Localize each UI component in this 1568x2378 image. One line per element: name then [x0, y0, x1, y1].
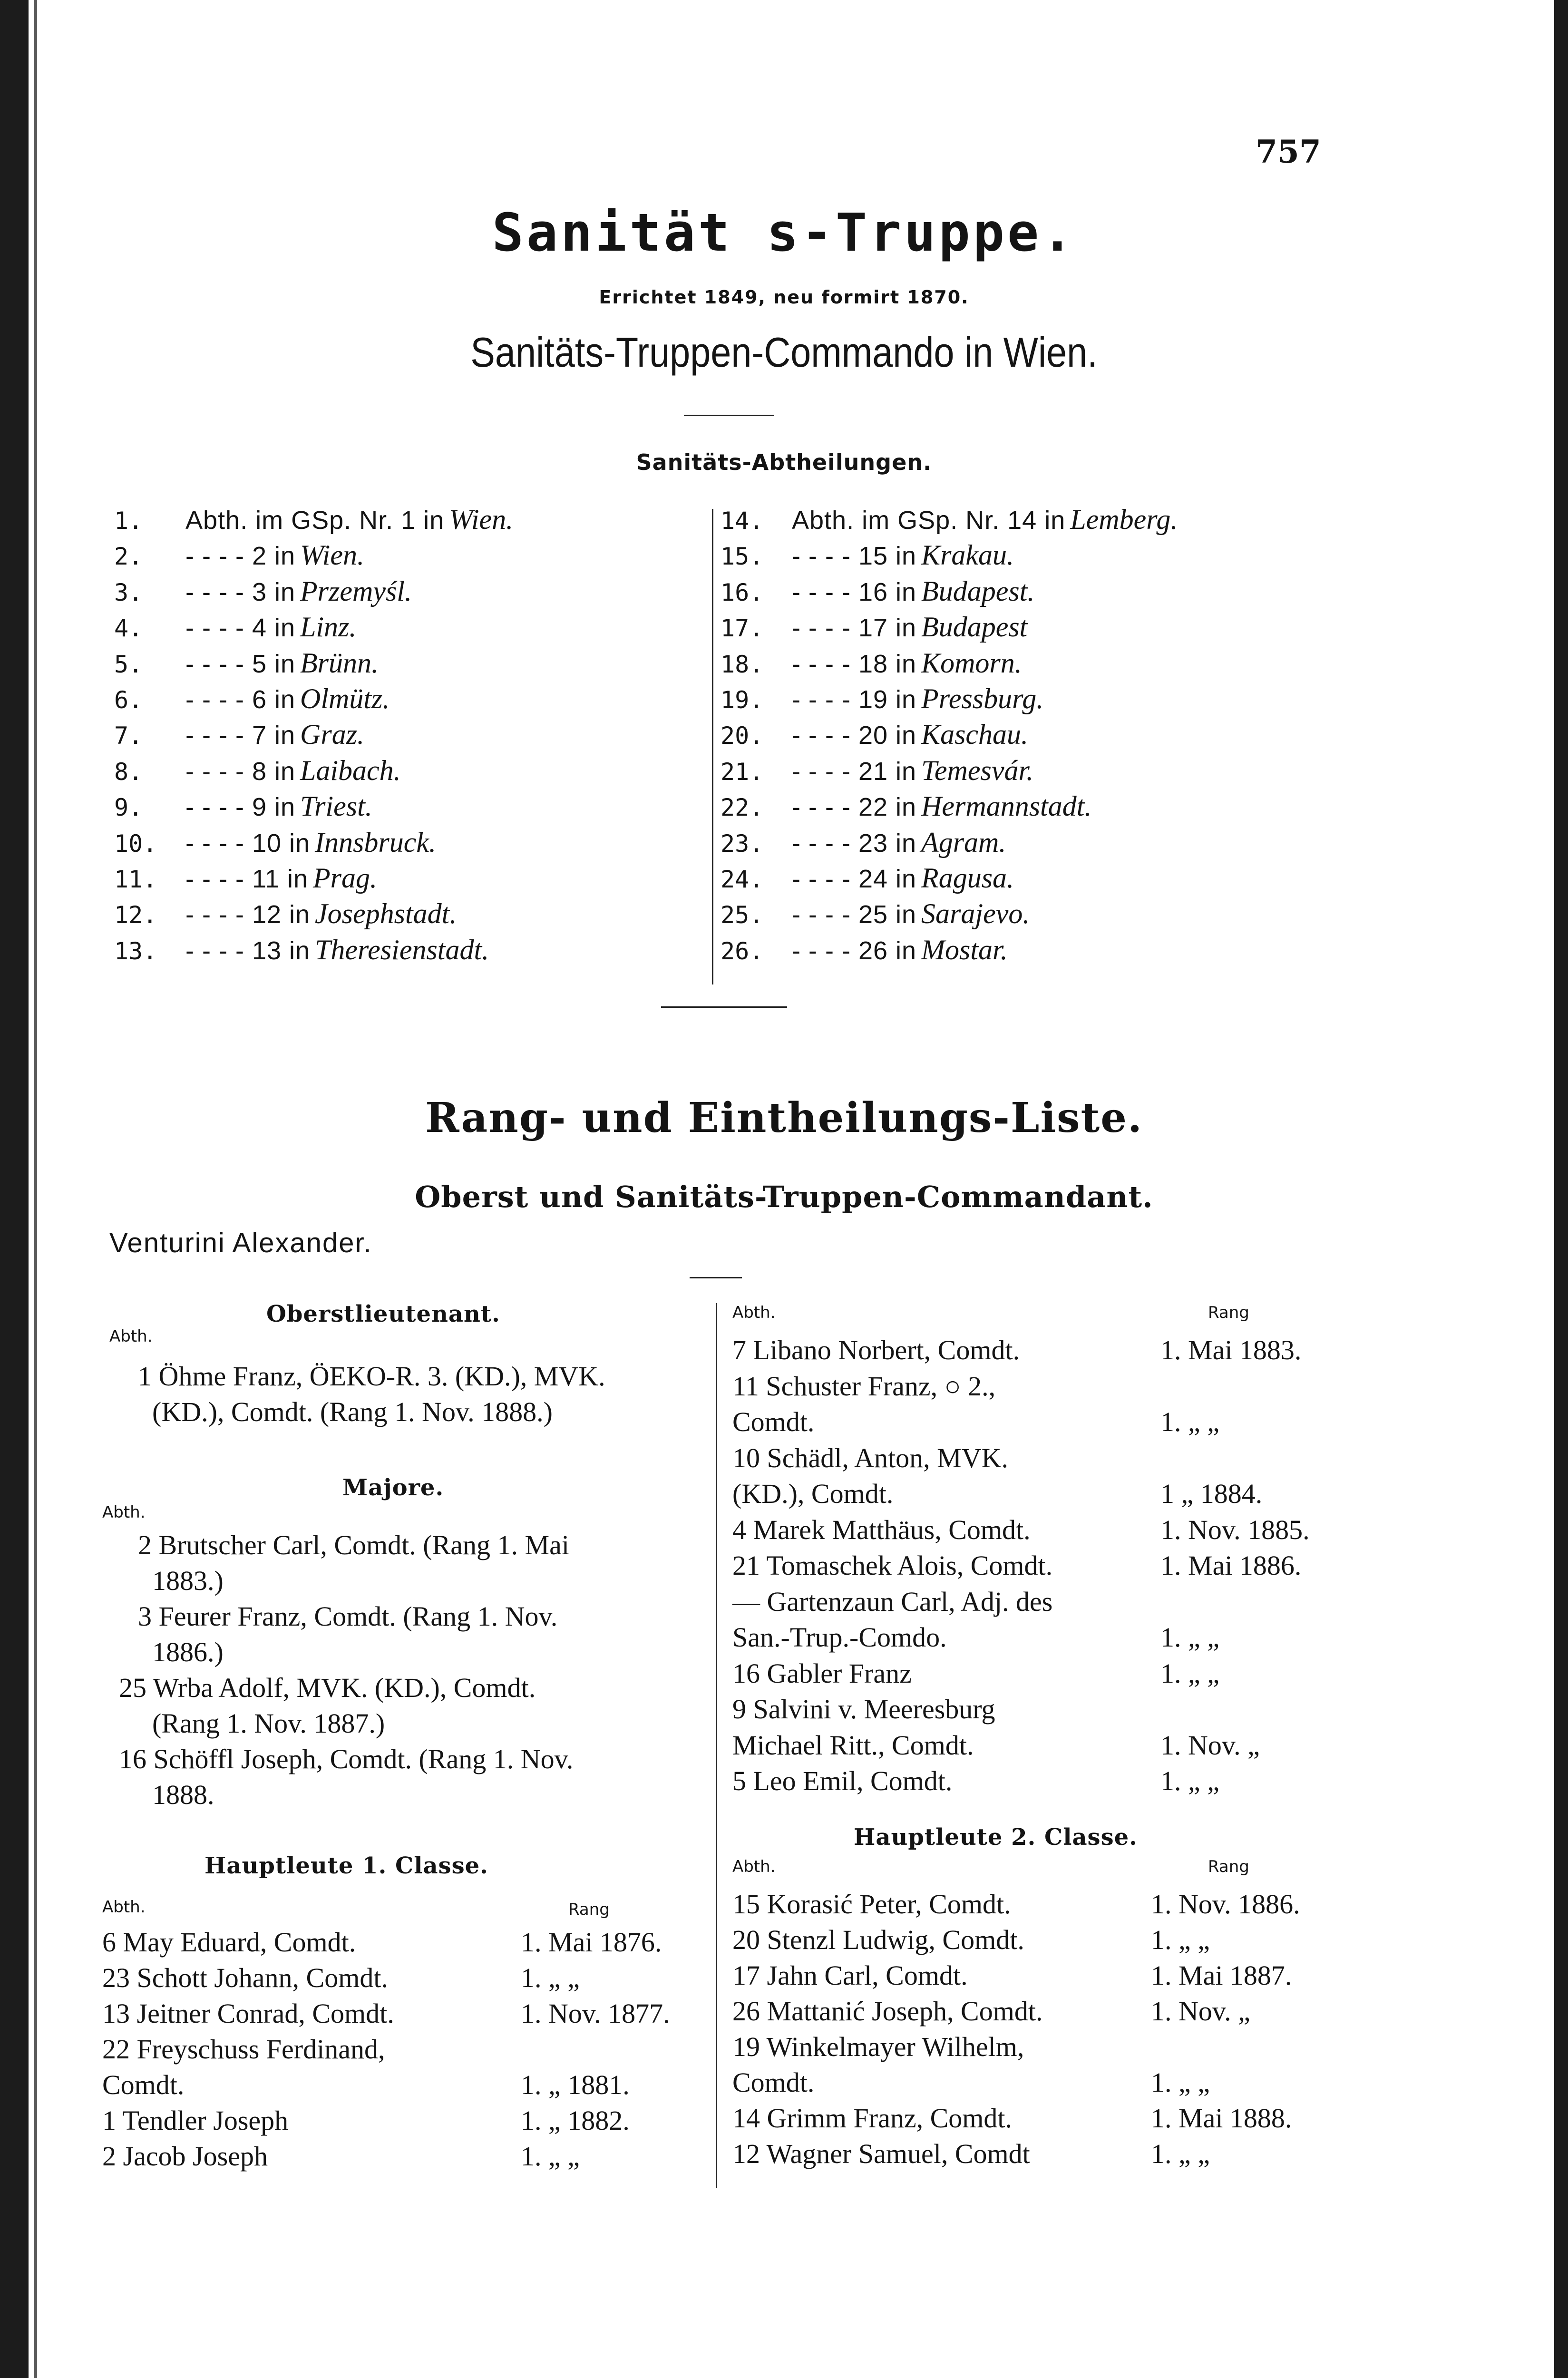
abtheilung-row	[721, 502, 1178, 537]
officer-name: 2 Jacob Joseph	[102, 2141, 268, 2172]
page-title: Sanität s-Truppe.	[492, 202, 1076, 263]
abtheilung-city: Graz.	[300, 719, 365, 750]
abtheilung-city: Hermannstadt.	[921, 790, 1092, 822]
abtheilung-row	[721, 681, 1178, 717]
officer-name: 19 Winkelmayer Wilhelm,	[732, 2031, 1024, 2062]
officer-name: 7 Libano Norbert, Comdt.	[732, 1335, 1020, 1365]
abtheilung-city: Pressburg.	[921, 682, 1044, 714]
rank-date: 1. „ „	[1151, 2067, 1210, 2098]
abtheilung-city: Theresienstadt.	[315, 934, 489, 965]
abtheilung-number: 12.	[114, 901, 157, 929]
rank-date: 1. Mai 1887.	[1151, 1960, 1292, 1991]
officer-name: 26 Mattanić Joseph, Comdt.	[732, 1996, 1043, 2027]
abtheilung-number: 1.	[114, 507, 143, 535]
officer-name: 5 Leo Emil, Comdt.	[732, 1765, 953, 1796]
abtheilung-number: 7.	[114, 722, 143, 750]
majore-heading: Majore.	[342, 1474, 444, 1501]
abtheilung-number: 24.	[721, 865, 764, 893]
abtheilung-city: Komorn.	[921, 647, 1022, 679]
officer-name: 4 Marek Matthäus, Comdt.	[732, 1514, 1031, 1545]
abtheilung-number: 22.	[721, 794, 764, 822]
major-line: 1883.)	[152, 1565, 224, 1596]
major-line: 3 Feurer Franz, Comdt. (Rang 1. Nov.	[138, 1601, 558, 1632]
rank-date: 1. „ „	[1160, 1657, 1219, 1689]
officer-name: 11 Schuster Franz, ○ 2.,	[732, 1370, 996, 1402]
officer-name: Comdt.	[102, 2069, 185, 2100]
abtheilung-description: - - - - 12 in	[185, 900, 311, 929]
abtheilung-city: Temesvár.	[921, 754, 1034, 786]
officer-name: Michael Ritt., Comdt.	[732, 1729, 974, 1761]
abtheilung-row	[114, 609, 513, 645]
officer-name: 16 Gabler Franz	[732, 1657, 912, 1689]
rank-date: 1. Nov. 1877.	[521, 1998, 670, 2029]
officer-name: 15 Korasić Peter, Comdt.	[732, 1889, 1011, 1920]
abtheilung-description: - - - - 26 in	[792, 936, 917, 965]
abtheilung-description: - - - - 3 in	[185, 577, 296, 606]
abtheilung-city: Ragusa.	[921, 862, 1014, 894]
abtheilung-city: Lemberg.	[1070, 504, 1178, 535]
officer-name: — Gartenzaun Carl, Adj. des	[732, 1586, 1053, 1617]
hauptleute-1-heading: Hauptleute 1. Classe.	[205, 1852, 488, 1879]
abtheilung-city: Olmütz.	[300, 682, 390, 714]
rank-date: 1. Nov. 1886.	[1151, 1889, 1300, 1920]
abtheilung-row	[114, 717, 513, 752]
abtheilung-number: 18.	[721, 650, 764, 678]
abtheilung-city: Budapest.	[921, 575, 1035, 607]
rank-date: 1. „ „	[1151, 1924, 1210, 1955]
abtheilung-number: 20.	[721, 722, 764, 750]
abtheilung-row	[114, 645, 513, 681]
major-line: 16 Schöffl Joseph, Comdt. (Rang 1. Nov.	[119, 1744, 574, 1774]
abtheilung-number: 2.	[114, 543, 143, 571]
abtheilung-description: Abth. im GSp. Nr. 1 in	[185, 506, 445, 535]
abtheilung-number: 4.	[114, 614, 143, 643]
abtheilung-description: - - - - 2 in	[185, 542, 296, 571]
page-subtitle: Errichtet 1849, neu formirt 1870.	[599, 287, 969, 308]
abth-label: Abth.	[109, 1327, 153, 1346]
abtheilung-row	[114, 681, 513, 717]
abtheilung-city: Josephstadt.	[315, 898, 457, 930]
rang-label: Rang	[568, 1900, 610, 1919]
abtheilung-description: Abth. im GSp. Nr. 14 in	[792, 506, 1066, 535]
officer-name: 13 Jeitner Conrad, Comdt.	[102, 1998, 394, 2029]
officer-name: 23 Schott Johann, Comdt.	[102, 1962, 388, 1993]
oberst-name: Venturini Alexander.	[109, 1228, 372, 1258]
abtheilung-city: Linz.	[300, 611, 357, 643]
officer-name: 6 May Eduard, Comdt.	[102, 1927, 356, 1958]
abtheilung-city: Budapest	[921, 611, 1028, 643]
abtheilung-description: - - - - 8 in	[185, 757, 296, 786]
abtheilung-number: 26.	[721, 937, 764, 965]
abtheilung-number: 11.	[114, 865, 157, 893]
rank-date: 1 „ 1884.	[1160, 1478, 1263, 1509]
abtheilung-row	[114, 932, 513, 968]
abtheilungen-left-column	[114, 502, 513, 968]
abtheilung-row	[114, 502, 513, 537]
rank-date: 1. Mai 1876.	[521, 1927, 662, 1958]
abtheilung-city: Prag.	[313, 862, 378, 894]
abtheilung-number: 16.	[721, 578, 764, 606]
abtheilung-description: - - - - 24 in	[792, 864, 917, 893]
abtheilung-description: - - - - 6 in	[185, 685, 296, 714]
abtheilungen-right-column	[721, 502, 1178, 968]
abtheilung-description: - - - - 5 in	[185, 649, 296, 678]
abth-label: Abth.	[732, 1857, 776, 1876]
abtheilung-description: - - - - 13 in	[185, 936, 311, 965]
divider-rule	[690, 1277, 742, 1278]
divider-rule	[661, 1006, 787, 1008]
abtheilung-description: - - - - 23 in	[792, 828, 917, 858]
abtheilung-number: 10.	[114, 829, 157, 858]
officer-name: 20 Stenzl Ludwig, Comdt.	[732, 1924, 1024, 1955]
abtheilung-number: 5.	[114, 650, 143, 678]
officer-name: 9 Salvini v. Meeresburg	[732, 1694, 995, 1725]
abtheilung-number: 17.	[721, 614, 764, 643]
abtheilung-description: - - - - 25 in	[792, 900, 917, 929]
abtheilung-number: 25.	[721, 901, 764, 929]
oberst-heading: Oberst und Sanitäts-Truppen-Commandant.	[415, 1179, 1153, 1214]
abtheilung-row	[114, 789, 513, 824]
abth-label: Abth.	[102, 1503, 146, 1522]
abtheilung-description: - - - - 9 in	[185, 793, 296, 822]
abtheilung-description: - - - - 21 in	[792, 757, 917, 786]
page-number: 757	[1256, 133, 1321, 170]
officer-name: 21 Tomaschek Alois, Comdt.	[732, 1550, 1053, 1581]
officer-name: 22 Freyschuss Ferdinand,	[102, 2034, 385, 2065]
abtheilung-description: - - - - 17 in	[792, 614, 917, 643]
major-line: 25 Wrba Adolf, MVK. (KD.), Comdt.	[119, 1672, 536, 1703]
officer-name: Comdt.	[732, 2067, 815, 2098]
oberstlt-line: (KD.), Comdt. (Rang 1. Nov. 1888.)	[152, 1396, 553, 1427]
rank-date: 1. „ „	[521, 2141, 580, 2172]
rank-date: 1. Mai 1888.	[1151, 2103, 1292, 2134]
abtheilung-number: 23.	[721, 829, 764, 858]
rank-date: 1. Nov. „	[1151, 1996, 1250, 2027]
abtheilung-description: - - - - 16 in	[792, 577, 917, 606]
rank-date: 1. „ „	[1151, 2138, 1210, 2169]
abtheilung-city: Triest.	[300, 790, 372, 822]
abtheilung-number: 14.	[721, 507, 764, 535]
major-line: 2 Brutscher Carl, Comdt. (Rang 1. Mai	[138, 1530, 569, 1560]
abtheilung-description: - - - - 7 in	[185, 721, 296, 750]
abtheilung-description: - - - - 22 in	[792, 793, 917, 822]
rank-date: 1. „ 1882.	[521, 2105, 630, 2136]
abtheilung-description: - - - - 4 in	[185, 614, 296, 643]
abth-label: Abth.	[102, 1898, 146, 1917]
abtheilung-number: 19.	[721, 686, 764, 714]
abtheilung-city: Agram.	[921, 826, 1006, 858]
abtheilung-city: Innsbruck.	[315, 826, 436, 858]
rank-date: 1. „ „	[1160, 1406, 1219, 1437]
major-line: 1888.	[152, 1779, 214, 1810]
abtheilung-row	[114, 537, 513, 573]
abtheilung-row	[114, 860, 513, 896]
abtheilung-row	[721, 789, 1178, 824]
officer-name: 12 Wagner Samuel, Comdt	[732, 2138, 1030, 2169]
divider-rule	[684, 415, 774, 416]
abtheilung-row	[114, 753, 513, 789]
rang-liste-heading: Rang- und Eintheilungs-Liste.	[425, 1094, 1143, 1142]
abtheilung-city: Krakau.	[921, 539, 1014, 571]
abtheilung-city: Przemyśl.	[300, 575, 412, 607]
oberstlieutenant-heading: Oberstlieutenant.	[266, 1301, 500, 1327]
oberstlt-line: 1 Öhme Franz, ÖEKO-R. 3. (KD.), MVK.	[138, 1361, 605, 1392]
abtheilung-city: Wien.	[449, 504, 514, 535]
abtheilung-number: 6.	[114, 686, 143, 714]
abtheilung-row	[721, 717, 1178, 752]
abtheilung-row	[721, 609, 1178, 645]
abtheilung-row	[721, 932, 1178, 968]
column-divider	[716, 1303, 717, 2188]
rank-date: 1. „ 1881.	[521, 2069, 630, 2100]
officer-name: 1 Tendler Joseph	[102, 2105, 289, 2136]
rank-date: 1. „ „	[521, 1962, 580, 1993]
abtheilung-row	[114, 896, 513, 932]
rank-date: 1. Mai 1886.	[1160, 1550, 1302, 1581]
abtheilung-number: 3.	[114, 578, 143, 606]
abtheilung-row	[721, 574, 1178, 609]
officer-name: 17 Jahn Carl, Comdt.	[732, 1960, 968, 1991]
officer-name: 14 Grimm Franz, Comdt.	[732, 2103, 1013, 2134]
abtheilung-number: 13.	[114, 937, 157, 965]
abtheilung-row	[721, 645, 1178, 681]
abth-label: Abth.	[732, 1303, 776, 1322]
abtheilung-description: - - - - 18 in	[792, 649, 917, 678]
abtheilung-description: - - - - 19 in	[792, 685, 917, 714]
abtheilungen-heading: Sanitäts-Abtheilungen.	[636, 449, 932, 475]
abtheilung-city: Laibach.	[300, 754, 401, 786]
rang-label: Rang	[1208, 1857, 1249, 1876]
column-divider	[712, 509, 713, 984]
abtheilung-row	[114, 825, 513, 860]
abtheilung-city: Sarajevo.	[921, 898, 1030, 930]
abtheilung-city: Mostar.	[921, 934, 1008, 965]
abtheilung-city: Kaschau.	[921, 719, 1029, 750]
abtheilung-number: 8.	[114, 758, 143, 786]
abtheilung-row	[114, 574, 513, 609]
major-line: 1886.)	[152, 1637, 224, 1667]
abtheilung-row	[721, 753, 1178, 789]
abtheilung-description: - - - - 20 in	[792, 721, 917, 750]
officer-name: (KD.), Comdt.	[732, 1478, 894, 1509]
abtheilung-row	[721, 896, 1178, 932]
rank-date: 1. Nov. 1885.	[1160, 1514, 1310, 1545]
officer-name: 10 Schädl, Anton, MVK.	[732, 1442, 1008, 1473]
hauptleute-2-heading: Hauptleute 2. Classe.	[854, 1824, 1138, 1851]
abtheilung-description: - - - - 11 in	[185, 864, 309, 893]
abtheilung-number: 9.	[114, 794, 143, 822]
officer-name: Comdt.	[732, 1406, 815, 1437]
abtheilung-number: 15.	[721, 543, 764, 571]
rang-label: Rang	[1208, 1303, 1249, 1322]
abtheilung-city: Wien.	[300, 539, 364, 571]
abtheilung-number: 21.	[721, 758, 764, 786]
rank-date: 1. „ „	[1160, 1622, 1219, 1653]
commando-heading: Sanitäts-Truppen-Commando in Wien.	[470, 329, 1098, 376]
abtheilung-row	[721, 825, 1178, 860]
abtheilung-city: Brünn.	[300, 647, 379, 679]
officer-name: San.-Trup.-Comdo.	[732, 1622, 947, 1653]
major-line: (Rang 1. Nov. 1887.)	[152, 1708, 385, 1739]
abtheilung-description: - - - - 10 in	[185, 828, 311, 858]
rank-date: 1. „ „	[1160, 1765, 1219, 1796]
abtheilung-row	[721, 860, 1178, 896]
abtheilung-row	[721, 537, 1178, 573]
abtheilung-description: - - - - 15 in	[792, 542, 917, 571]
rank-date: 1. Nov. „	[1160, 1729, 1260, 1761]
rank-date: 1. Mai 1883.	[1160, 1335, 1302, 1365]
